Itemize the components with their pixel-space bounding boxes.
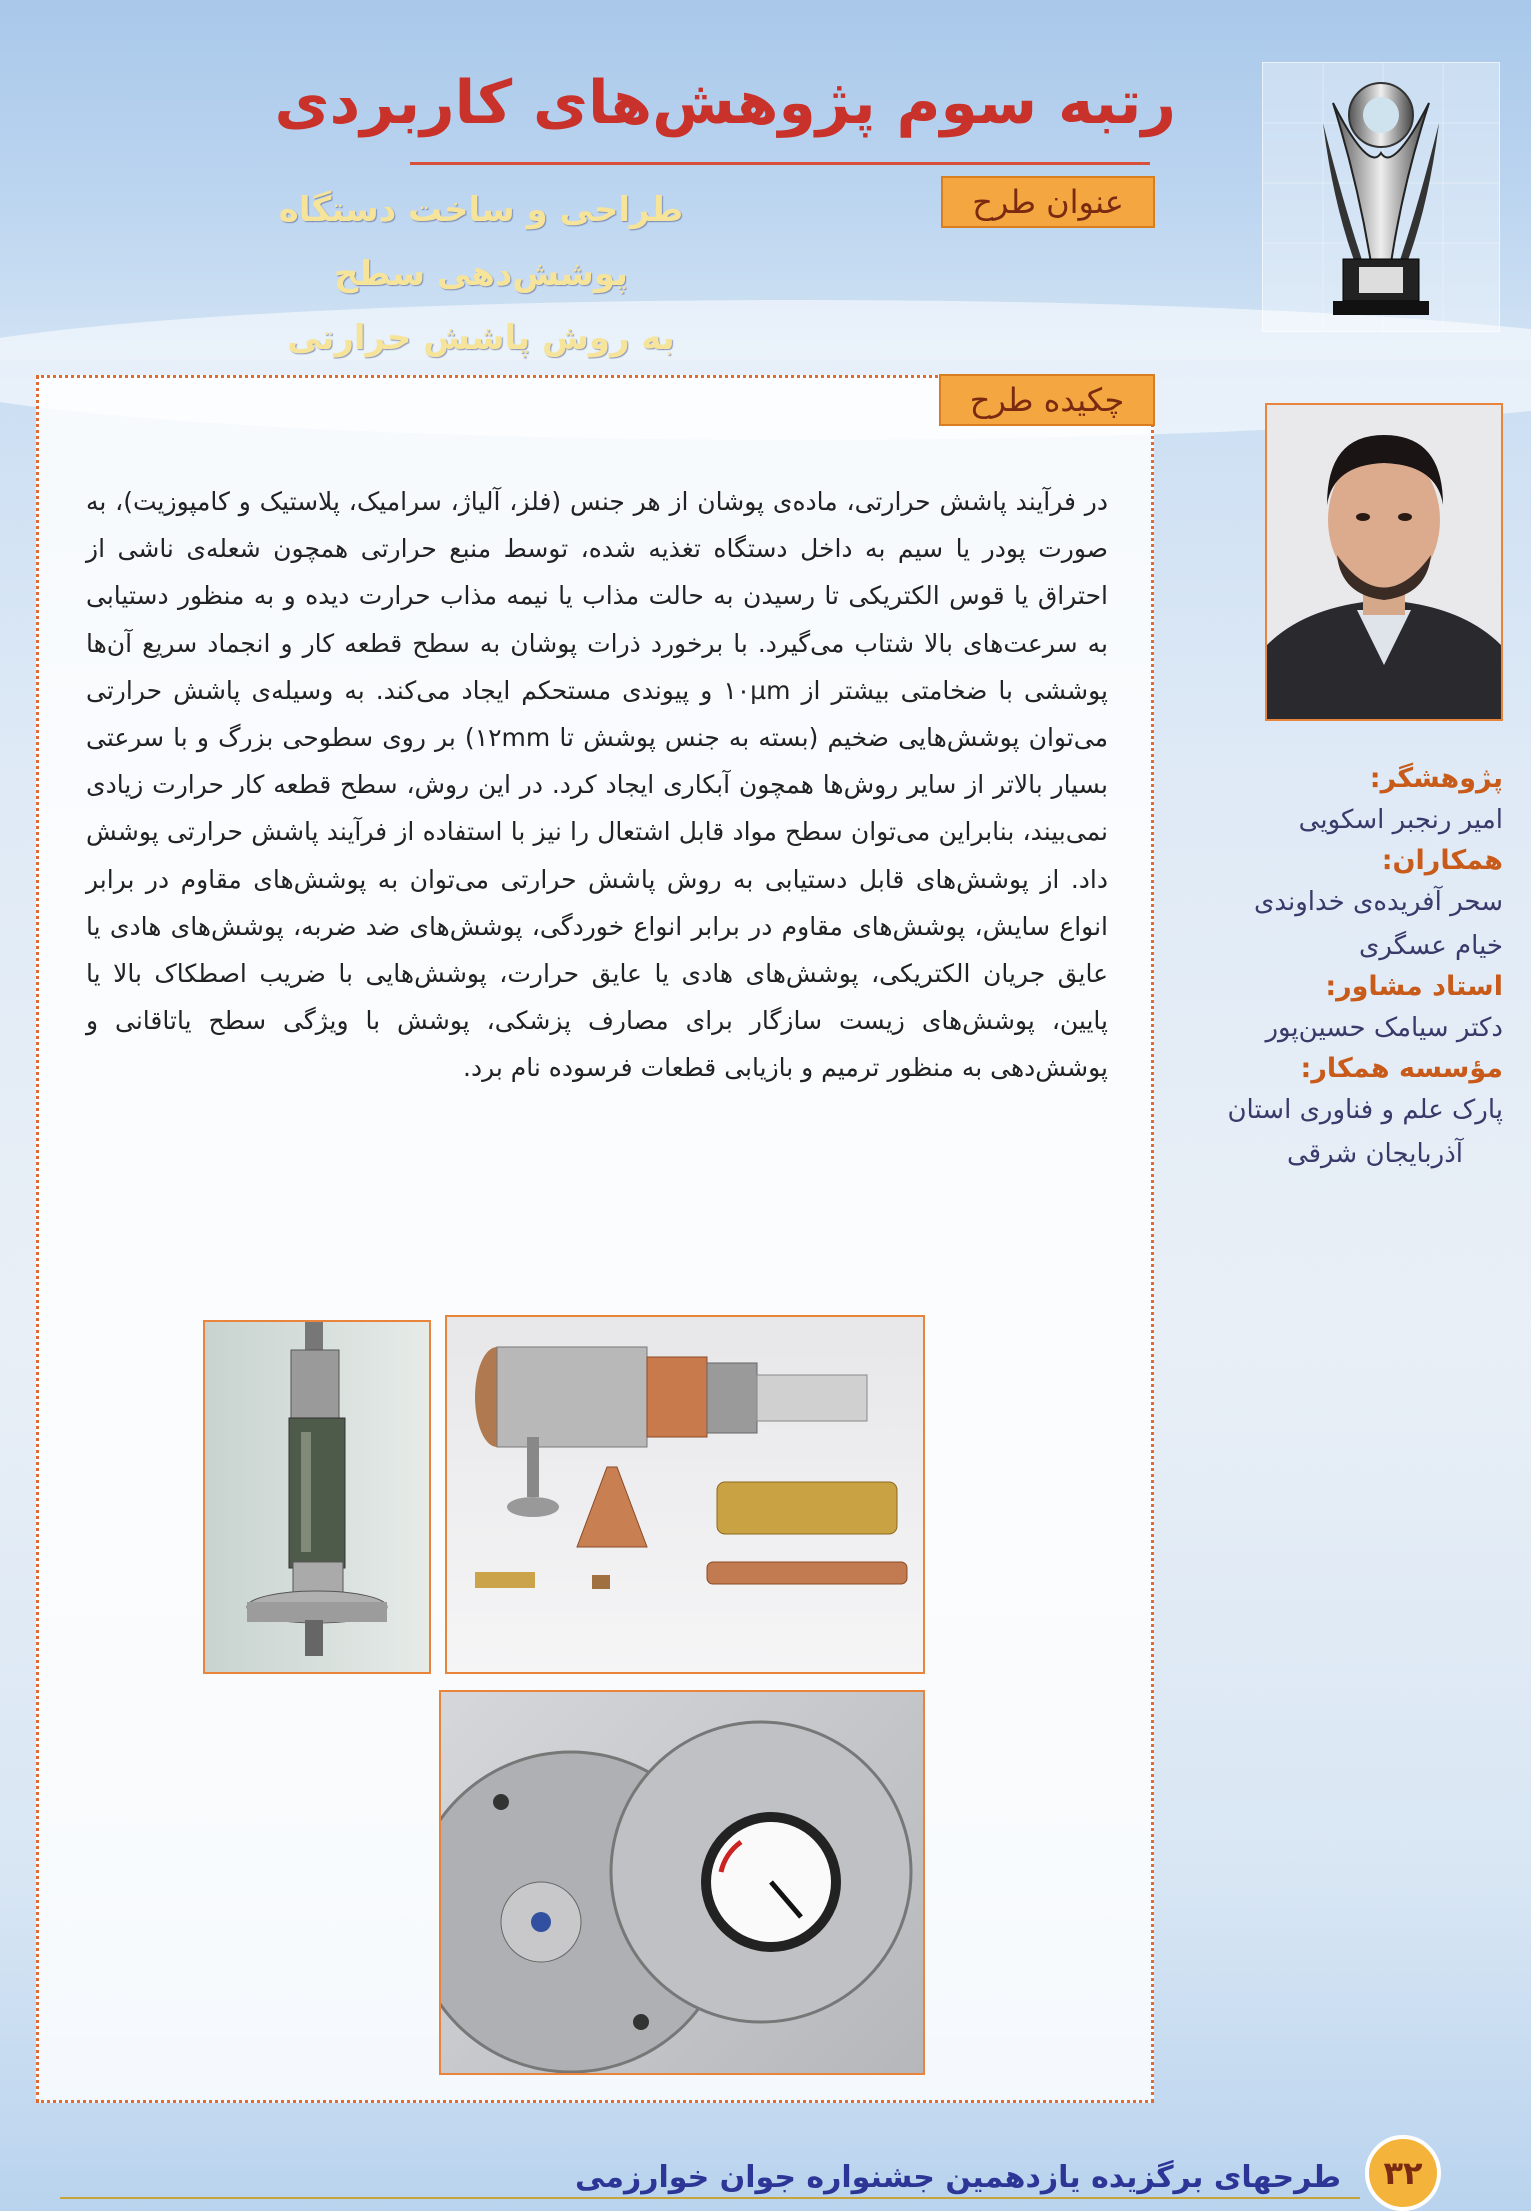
project-title-line1: طراحی و ساخت دستگاه پوشش‌دهی سطح bbox=[278, 190, 684, 294]
page-number: ۳۲ bbox=[1365, 2135, 1441, 2211]
institute-line2: آذربایجان شرقی bbox=[1286, 1139, 1463, 1169]
trophy-image bbox=[1262, 62, 1500, 332]
abstract-label: چکیده طرح bbox=[939, 374, 1155, 426]
project-label: عنوان طرح bbox=[941, 176, 1155, 228]
collaborator-1: سحر آفریده‌ی خداوندی bbox=[1253, 887, 1503, 917]
title-underline bbox=[410, 162, 1150, 165]
institute-line1: پارک علم و فناوری استان bbox=[1227, 1095, 1503, 1125]
pressure-gauge-icon bbox=[441, 1692, 923, 2073]
institute-label: مؤسسه همکار: bbox=[1300, 1053, 1503, 1084]
researcher-info bbox=[1203, 760, 1503, 1176]
collaborator-2: خیام عسگری bbox=[1359, 931, 1503, 961]
project-title-line2: به روش پاشش حرارتی bbox=[287, 318, 675, 358]
abstract-text: در فرآیند پاشش حرارتی، ماده‌ی پوشان از هر جنس (فلز، آلیاژ، سرامیک، پلاستیک و کامپوزیت)، به صورت پودر یا سیم به داخل دستگاه تغذیه شده، توسط منبع حرارتی همچون شعله‌ی ناشی از احتراق یا قوس الکتریکی تا رسیدن به حالت مذاب یا نیمه مذاب حرارت دیده و به منظور دستیابی به سرعت‌های بالا شتاب می‌گیرد. با برخورد ذرات پوشان به سطح قطعه کار و انجماد سریع آن‌ها پوششی با ضخامتی بیشتر از ۱۰µm و پیوندی مستحکم ایجاد می‌کند. به وسیله‌ی پاشش حرارتی می‌توان پوشش‌هایی ضخیم (بسته به جنس پوشش تا ۱۲mm) بر روی سطوحی بزرگ و با سرعتی بسیار بالاتر از سایر روش‌ها همچون آبکاری ایجاد کرد. در این روش، سطح قطعه کار حرارت زیادی نمی‌بیند، بنابراین می‌توان سطح مواد قابل اشتعال را نیز با استفاده از فرآیند پاشش حرارتی پوشش داد. از پوشش‌های قابل دستیابی به روش پاشش حرارتی می‌توان به پوشش‌های مقاوم در برابر انواع سایش، پوشش‌های مقاوم در برابر انواع خوردگی، پوشش‌های ضد ضربه، پوشش‌های هادی یا عایق جریان الکتریکی، پوشش‌های هادی یا عایق حرارت، پوشش‌هایی با ضریب اصطکاک بالا یا پایین، پوشش‌های زیست سازگار برای مصارف پزشکی، پوشش با ویژگی سطح یاتاقانی و پوشش‌دهی به منظور ترمیم و بازیابی قطعات فرسوده نام برد. bbox=[86, 487, 1108, 1083]
researcher-name: امیر رنجبر اسکویی bbox=[1298, 805, 1503, 835]
photo-gun-gauge bbox=[439, 1690, 925, 2075]
footer-text: طرحهای برگزیده یازدهمین جشنواره جوان خوارزمی bbox=[575, 2160, 1341, 2195]
spray-gun-vertical-icon bbox=[205, 1322, 429, 1672]
advisor-name: دکتر سیامک حسین‌پور bbox=[1265, 1013, 1503, 1043]
spray-gun-parts-icon bbox=[447, 1317, 923, 1672]
researcher-label: پژوهشگر: bbox=[1369, 763, 1503, 794]
project-title bbox=[181, 178, 781, 370]
collaborators-label: همکاران: bbox=[1381, 845, 1503, 876]
photo-vertical-gun bbox=[203, 1320, 431, 1674]
photo-gun-parts bbox=[445, 1315, 925, 1674]
footer-line bbox=[60, 2197, 1360, 2199]
researcher-portrait bbox=[1265, 403, 1503, 721]
advisor-label: استاد مشاور: bbox=[1325, 971, 1503, 1002]
page-title: رتبه سوم پژوهش‌های کاربردی bbox=[274, 68, 1176, 138]
trophy-icon bbox=[1263, 63, 1499, 331]
person-avatar-icon bbox=[1267, 405, 1501, 719]
